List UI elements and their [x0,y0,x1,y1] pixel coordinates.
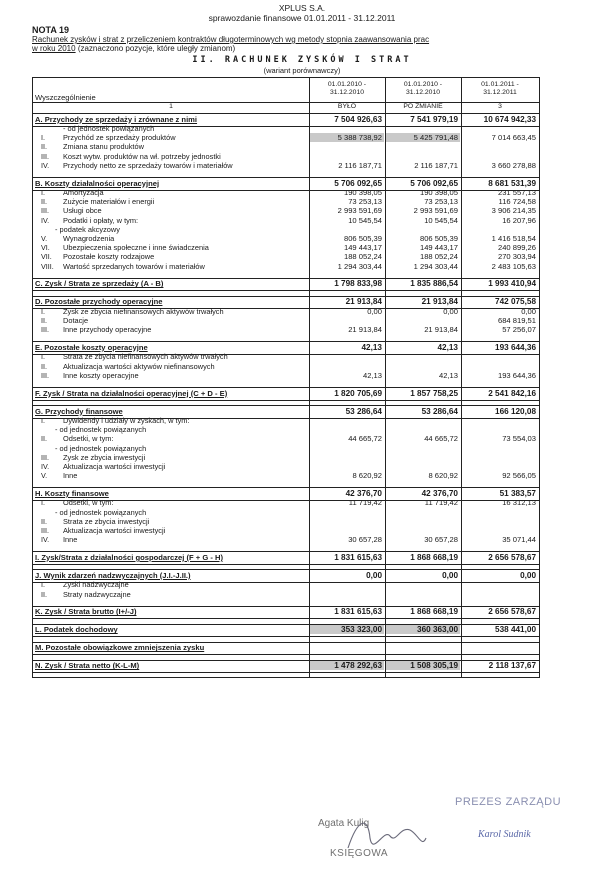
row-label: Inne [63,535,78,545]
row-label: Usługi obce [63,206,102,216]
row-label: Aktualizacja wartości inwestycji [63,526,166,535]
row-divider [33,636,539,637]
row-divider [33,308,539,309]
value-cell-col3: 7 014 663,45 [491,133,536,143]
company-name: XPLUS S.A. [278,3,326,13]
row-divider [33,190,539,191]
col1-tag: BYŁO [337,103,357,110]
value-cell-col3: 16 312,13 [502,498,536,508]
row-number: IV. [41,160,50,170]
row-label: E. Pozostałe koszty operacyjne [35,342,148,352]
col2-tag: PO ZMIANIE [403,103,443,110]
row-label: Odsetki, w tym: [63,498,114,508]
col2-period: 01.01.2010 - [403,81,443,88]
accountant-signature-scribble [340,808,430,863]
value-cell-col3: 92 566,05 [502,471,536,481]
value-cell-col1: 21 913,84 [345,297,382,307]
row-number: III. [41,325,49,335]
row-divider [33,290,539,291]
value-cell-col3: 1 993 410,94 [488,279,536,289]
row-label: Koszt wytw. produktów na wł. potrzeby jednostki [63,151,221,161]
value-cell-col1: 1 294 303,44 [337,261,382,271]
value-cell-col2: 0,00 [443,306,458,316]
row-label: Aktualizacja wartości inwestycji [63,462,166,471]
value-cell-col1: 1 820 705,69 [334,388,382,398]
value-cell-col2: 2 993 591,69 [413,206,458,216]
value-cell-col3: 166 120,08 [495,406,536,416]
row-number: VIII. [41,261,54,271]
row-divider [33,102,539,103]
value-cell-col2: 1 868 668,19 [410,552,458,562]
value-cell-col3: 0,00 [520,570,536,580]
value-cell-col2: 73 253,13 [424,197,458,207]
row-divider [33,606,539,607]
value-cell-col1: 11 719,42 [348,498,382,508]
row-label: Zużycie materiałów i energii [63,197,155,207]
label-column-index: 1 [169,103,173,110]
value-cell-col1: 42,13 [361,342,382,352]
value-cell-col1: 44 665,72 [348,434,382,444]
value-cell-col2: 8 620,92 [428,471,458,481]
value-cell-col1: 1 831 615,63 [334,552,382,562]
value-cell-col1: 42,13 [362,370,382,380]
row-number: II. [41,142,47,152]
value-cell-col1: 8 620,92 [352,471,382,481]
row-label: Odsetki, w tym: [63,434,114,444]
row-label: C. Zysk / Strata ze sprzedaży (A - B) [35,279,164,289]
value-cell-col3: 35 071,44 [502,535,536,545]
label-column-header: Wyszczególnienie [35,93,96,102]
row-label: Inne przychody operacyjne [63,325,152,335]
value-cell-col2: 149 443,17 [419,243,458,253]
row-divider [33,569,539,570]
col3-period: 01.01.2011 - [481,81,519,88]
value-cell-col2: 11 719,42 [424,498,458,508]
value-cell-col2: 21 913,84 [421,297,458,307]
value-cell-col3: 16 207,96 [502,215,536,225]
value-cell-col3: 57 256,07 [502,325,536,335]
row-label: Przychód ze sprzedaży produktów [63,133,176,143]
row-number: V. [41,471,48,481]
row-number: III. [41,151,49,161]
col2-period-end: 31.12.2010 [405,89,441,96]
value-cell-col2: 1 835 886,54 [410,279,458,289]
row-number: III. [41,452,49,462]
col3-period-end: 31.12.2011 [483,89,517,96]
value-cell-col2: 42,13 [438,370,458,380]
row-label: Wynagrodzenia [63,234,115,243]
value-cell-col2: 190 398,05 [419,188,458,197]
value-cell-col2: 5 706 092,65 [410,178,458,188]
row-divider [33,126,539,127]
value-cell-col2: 42,13 [437,342,458,352]
value-cell-col3: 240 899,26 [497,243,536,253]
row-number: II. [41,361,47,371]
row-divider [33,177,539,178]
row-divider [33,113,539,114]
value-cell-col3: 2 541 842,16 [488,388,536,398]
row-number: III. [41,206,49,216]
value-cell-col1: 53 286,64 [345,406,382,416]
value-cell-col1: 353 323,00 [310,625,384,634]
row-number: I. [41,580,45,590]
row-label: - od jednostek powiązanych [55,507,147,517]
value-cell-col3: 3 906 214,35 [491,206,536,216]
value-cell-col2: 30 657,28 [424,535,458,545]
row-divider [33,296,539,297]
row-label: Amortyzacja [63,188,104,197]
value-cell-col3: 8 681 531,39 [488,178,536,188]
row-number: II. [41,589,47,599]
value-cell-col3: 193 644,36 [495,342,536,352]
row-number: VI. [41,243,50,253]
row-number: IV. [41,215,50,225]
value-cell-col1: 1 798 833,98 [334,279,382,289]
row-label: A. Przychody ze sprzedaży i zrównane z nimi [35,114,198,124]
value-cell-col3: 742 075,58 [495,297,536,307]
row-number: V. [41,234,48,243]
accountant-name: Agata Kulig [318,818,370,829]
row-number: I. [41,306,45,316]
row-divider [33,564,539,565]
row-number: I. [41,416,45,425]
note-number: NOTA 19 [32,25,70,35]
row-label: I. Zysk/Strata z działalności gospodarczej (F + G - H) [35,552,223,562]
value-cell-col2: 0,00 [442,570,458,580]
value-cell-col2: 7 541 979,19 [410,114,458,124]
value-cell-col3: 231 557,13 [497,188,536,197]
description-rest: (zaznaczono pozycje, które uległy zmianom) [75,44,236,53]
row-label: - podatek akcyzowy [55,224,120,234]
row-number: I. [41,352,45,362]
report-period: sprawozdanie finansowe 01.01.2011 - 31.12.2011 [208,13,396,23]
value-cell-col1: 7 504 926,63 [334,114,382,124]
row-number: III. [41,370,49,380]
value-cell-col3: 51 383,57 [499,488,536,498]
value-cell-col2: 1 508 305,19 [386,661,460,670]
row-label: Zyski nadzwyczajne [63,580,129,590]
col1-period-end: 31.12.2010 [329,89,365,96]
row-label: B. Koszty działalności operacyjnej [35,178,160,188]
value-cell-col3: 2 118 137,67 [488,661,536,671]
value-cell-col2: 44 665,72 [424,434,458,444]
column-divider [461,78,462,677]
row-label: N. Zysk / Strata netto (K-L-M) [35,661,140,671]
value-cell-col1: 190 398,05 [343,188,382,197]
value-cell-col1: 73 253,13 [348,197,382,207]
col1-period: 01.01.2010 - [327,81,367,88]
row-number: I. [41,133,45,143]
value-cell-col1: 42 376,70 [345,488,382,498]
row-number: IV. [41,535,50,545]
value-cell-col1: 30 657,28 [348,535,382,545]
value-cell-col3: 1 416 518,54 [491,234,536,243]
row-divider [33,624,539,625]
row-number: III. [41,526,49,535]
row-number: II. [41,316,47,325]
value-cell-col3: 193 644,36 [497,370,536,380]
row-divider [33,654,539,655]
value-cell-col3: 270 303,94 [497,252,536,262]
value-cell-col3: 2 483 105,63 [491,261,536,271]
row-divider [33,405,539,406]
row-number: VII. [41,252,52,262]
value-cell-col1: 1 831 615,63 [334,607,382,617]
row-divider [33,642,539,643]
row-label: J. Wynik zdarzeń nadzwyczajnych (J.I.-J.II.) [35,570,191,580]
value-cell-col3: 10 674 942,33 [483,114,536,124]
row-label: Inne koszty operacyjne [63,370,139,380]
value-cell-col1: 5 388 738,92 [310,133,384,142]
col3-tag: 3 [498,103,502,110]
row-label: Zysk ze zbycia inwestycji [63,452,146,462]
row-divider [33,418,539,419]
value-cell-col1: 188 052,24 [343,252,382,262]
row-divider [33,278,539,279]
value-cell-col2: 1 857 758,25 [410,388,458,398]
row-label: Inne [63,471,78,481]
row-number: I. [41,498,45,508]
column-divider [309,78,310,677]
row-label: - od jednostek powiązanych [55,443,147,453]
value-cell-col1: 21 913,84 [348,325,382,335]
value-cell-col3: 73 554,03 [502,434,536,444]
value-cell-col1: 5 706 092,65 [334,178,382,188]
value-cell-col3: 0,00 [521,306,536,316]
value-cell-col2: 53 286,64 [421,406,458,416]
row-divider [33,660,539,661]
row-label: K. Zysk / Strata brutto (I+/-J) [35,607,137,617]
row-number: IV. [41,462,50,471]
statement-subtitle: (wariant porównawczy) [263,66,341,75]
value-cell-col1: 10 545,54 [348,215,382,225]
row-label: Dywidendy i udziały w zyskach, w tym: [63,416,190,425]
row-divider [33,354,539,355]
value-cell-col1: 806 505,39 [343,234,382,243]
board-president-name: Karol Sudnik [478,829,531,840]
row-divider [33,487,539,488]
value-cell-col1: 149 443,17 [343,243,382,253]
row-label: Zmiana stanu produktów [63,142,144,152]
value-cell-col2: 188 052,24 [419,252,458,262]
value-cell-col1: 2 993 591,69 [337,206,382,216]
value-cell-col2: 21 913,84 [424,325,458,335]
value-cell-col1: 1 478 292,63 [310,661,384,670]
row-divider [33,582,539,583]
note-description-line1: Rachunek zysków i strat z przeliczeniem kontraktów długoterminowych wg metody stopnia zaawansowania prac [32,35,430,44]
row-divider [33,500,539,501]
value-cell-col2: 360 363,00 [386,625,460,634]
row-label: G. Przychody finansowe [35,406,123,416]
row-number: I. [41,188,45,197]
row-label: Strata ze zbycia niefinansowych aktywów trwałych [63,352,228,362]
value-cell-col3: 538 441,00 [495,625,536,635]
row-label: Strata ze zbycia inwestycji [63,516,150,526]
value-cell-col2: 806 505,39 [419,234,458,243]
row-label: L. Podatek dochodowy [35,625,118,635]
row-label: Zysk ze zbycia niefinansowych aktywów trwałych [63,306,224,316]
value-cell-col2: 1 868 668,19 [410,607,458,617]
row-divider [33,341,539,342]
income-statement-table [32,77,540,678]
row-label: Wartość sprzedanych towarów i materiałów [63,261,205,271]
value-cell-col3: 3 660 278,88 [491,160,536,170]
value-cell-col3: 2 656 578,67 [488,607,536,617]
row-number: II. [41,434,47,444]
value-cell-col3: 2 656 578,67 [488,552,536,562]
value-cell-col1: 0,00 [366,570,382,580]
value-cell-col2: 10 545,54 [424,215,458,225]
row-number: II. [41,516,47,526]
row-label: - od jednostek powiązanych [63,124,155,133]
row-label: Aktualizacja wartości aktywów niefinansowych [63,361,215,371]
board-president-stamp: PREZES ZARZĄDU [455,796,562,808]
row-number: II. [41,197,47,207]
value-cell-col2: 42 376,70 [421,488,458,498]
row-divider [33,387,539,388]
value-cell-col1: 2 116 187,71 [338,160,382,170]
row-label: - od jednostek powiązanych [55,425,147,435]
row-label: F. Zysk / Strata na działalności operacyjnej (C + D - E) [35,388,228,398]
row-label: Podatki i opłaty, w tym: [63,215,139,225]
row-label: D. Pozostałe przychody operacyjne [35,297,163,307]
accountant-stamp: KSIĘGOWA [330,848,389,859]
column-divider [385,78,386,677]
value-cell-col2: 1 294 303,44 [413,261,458,271]
statement-title: II. RACHUNEK ZYSKÓW I STRAT [192,55,412,65]
value-cell-col2: 2 116 187,71 [414,160,458,170]
value-cell-col1: 0,00 [367,306,382,316]
row-divider [33,551,539,552]
description-year: w roku 2010 [32,44,76,53]
row-label: Straty nadzwyczajne [63,589,131,599]
row-label: Ubezpieczenia społeczne i inne świadczenia [63,243,209,253]
note-description-line2 [32,44,235,53]
row-label: M. Pozostałe obowiązkowe zmniejszenia zysku [35,643,205,653]
value-cell-col2: 5 425 791,48 [386,133,460,142]
row-label: Dotacje [63,316,89,325]
row-divider [33,618,539,619]
row-label: Przychody netto ze sprzedaży towarów i materiałów [63,160,233,170]
row-divider [33,400,539,401]
value-cell-col3: 116 724,58 [498,197,536,207]
row-label: Pozostałe koszty rodzajowe [63,252,155,262]
value-cell-col3: 684 819,51 [497,316,536,325]
row-divider [33,672,539,673]
row-label: H. Koszty finansowe [35,488,109,498]
